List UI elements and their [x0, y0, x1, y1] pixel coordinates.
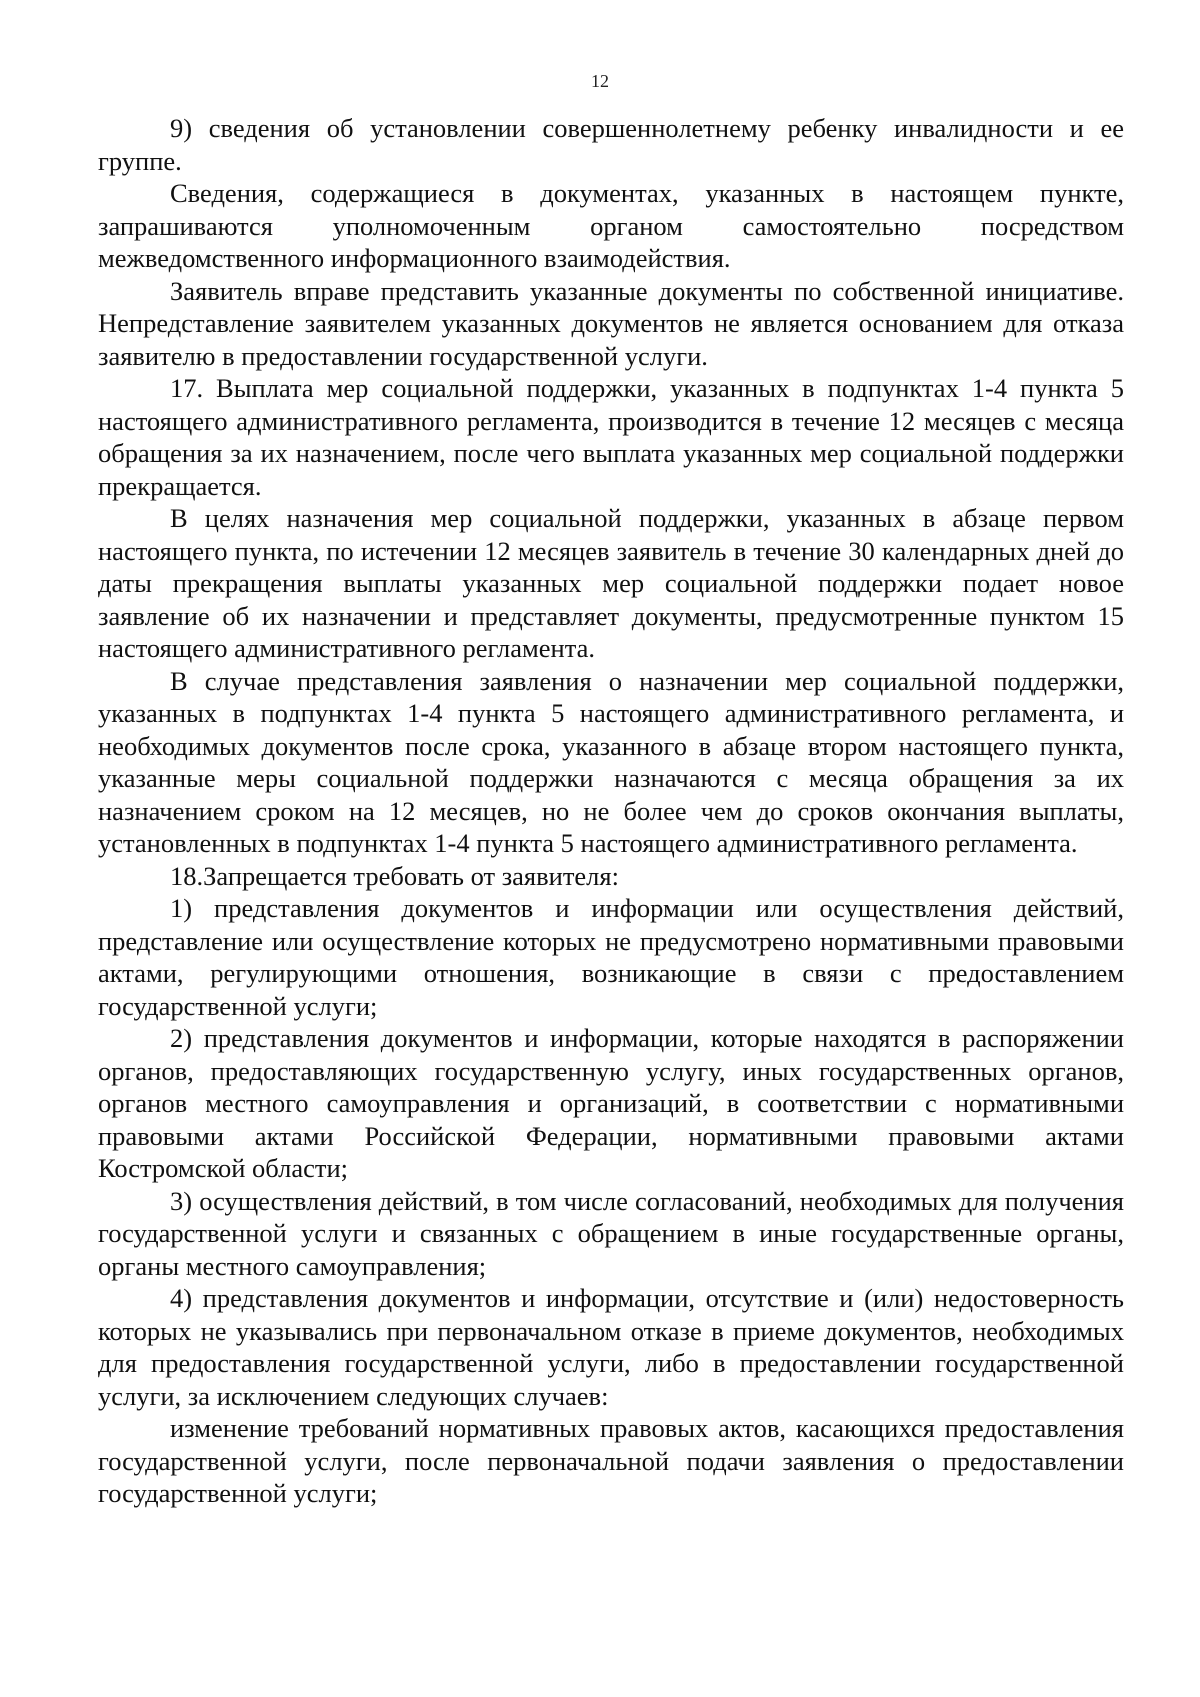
page-number: 12 [591, 71, 609, 91]
paragraph-prohibition-2: 2) представления документов и информации, которые находятся в распоряжении органов, предоставляющих государственную услугу, иных государственных органов, органов местного самоуправления и организаций, в соответствии с нормативными правовыми актами Российской Федерации, нормативными правовыми актами Костромской области; [98, 1023, 1124, 1183]
paragraph-prohibition-4: 4) представления документов и информации, отсутствие и (или) недостоверность которых не указывались при первоначальном отказе в приеме документов, необходимых для предоставления государственной услуги, либо в предоставлении государственной услуги, за исключением следующих случаев: [98, 1283, 1124, 1411]
paragraph-section-17: 17. Выплата мер социальной поддержки, указанных в подпунктах 1-4 пункта 5 настоящего административного регламента, производится в течение 12 месяцев с месяца обращения за их назначением, после чего выплата указанных мер социальной поддержки прекращается. [98, 373, 1124, 501]
paragraph-late-application: В случае представления заявления о назначении мер социальной поддержки, указанных в подпунктах 1-4 пункта 5 настоящего административного регламента, и необходимых документов после срока, указанного в абзаце втором настоящего пункта, указанные меры социальной поддержки назначаются с месяца обращения за их назначением сроком на 12 месяцев, но не более чем до сроков окончания выплаты, установленных в подпунктах 1-4 пункта 5 настоящего административного регламента. [98, 665, 1124, 858]
paragraph-item-9: 9) сведения об установлении совершеннолетнему ребенку инвалидности и ее группе. [98, 113, 1124, 176]
paragraph-prohibition-3: 3) осуществления действий, в том числе согласований, необходимых для получения государственной услуги и связанных с обращением в иные государственные органы, органы местного самоуправления; [98, 1185, 1124, 1281]
document-body [98, 112, 1124, 1510]
paragraph-interagency-requests: Сведения, содержащиеся в документах, указанных в настоящем пункте, запрашиваются уполномоченным органом самостоятельно посредством межведомственного информационного взаимодействия. [98, 178, 1124, 273]
paragraph-exception: изменение требований нормативных правовых актов, касающихся предоставления государственной услуги, после первоначальной подачи заявления о предоставлении государственной услуги; [98, 1413, 1124, 1508]
paragraph-own-initiative: Заявитель вправе представить указанные документы по собственной инициативе. Непредставление заявителем указанных документов не является основанием для отказа заявителю в предоставлении государственной услуги. [98, 275, 1124, 371]
paragraph-prohibition-1: 1) представления документов и информации или осуществления действий, представление или осуществление которых не предусмотрено нормативными правовыми актами, регулирующими отношения, возникающие в связи с предоставлением государственной услуги; [98, 893, 1124, 1021]
paragraph-renewal: В целях назначения мер социальной поддержки, указанных в абзаце первом настоящего пункта, по истечении 12 месяцев заявитель в течение 30 календарных дней до даты прекращения выплаты указанных мер социальной поддержки подает новое заявление об их назначении и представляет документы, предусмотренные пунктом 15 настоящего административного регламента. [98, 503, 1124, 663]
paragraph-section-18: 18.Запрещается требовать от заявителя: [170, 860, 619, 891]
